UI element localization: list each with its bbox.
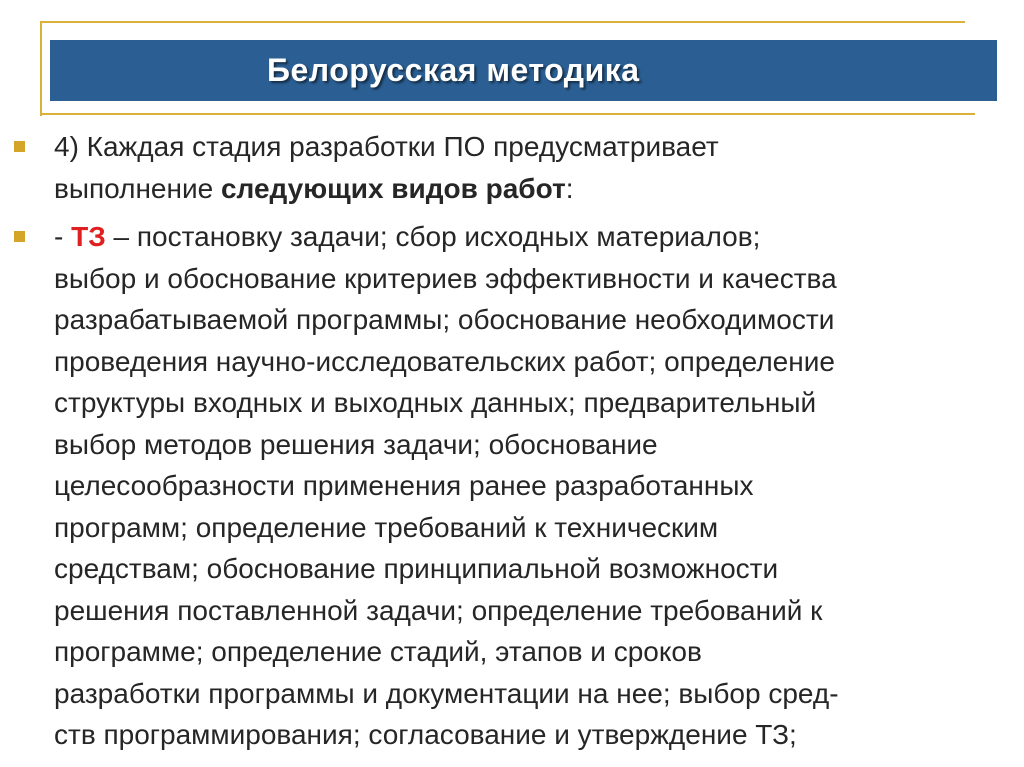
slide-body	[54, 126, 1016, 756]
slide-title: Белорусская методика	[267, 52, 640, 88]
bullet-item-1	[54, 126, 1016, 209]
tz-highlight: ТЗ	[71, 221, 106, 252]
bullet-2-line: целесообразности применения ранее разработанных	[54, 470, 754, 501]
decorative-bottom-line	[40, 113, 975, 115]
bullet-2-line: средствам; обоснование принципиальной возможности	[54, 553, 779, 584]
bullet-2-line: программе; определение стадий, этапов и сроков	[54, 636, 702, 667]
decorative-top-line	[40, 21, 965, 23]
bullet-1-line-2-prefix: выполнение	[54, 172, 221, 204]
bullet-1-line-2	[54, 168, 1016, 210]
bullet-2-line: проведения научно-исследовательских работ; определение	[54, 345, 835, 377]
bullet-item-2	[54, 216, 1016, 756]
bullet-1-line-1: 4) Каждая стадия разработки ПО предусматривает	[54, 131, 719, 162]
bullet-2-line: разработки программы и документации на нее; выбор сред-	[54, 677, 839, 709]
bullet-2-line: структуры входных и выходных данных; предварительный	[54, 387, 817, 418]
bullet-2-first-line-rest: – постановку задачи; сбор исходных материалов;	[105, 221, 761, 252]
bullet-2-line: разрабатываемой программы; обоснование необходимости	[54, 304, 835, 335]
bullet-2-line: выбор и обоснование критериев эффективности и качества	[54, 262, 837, 294]
bullet-1-bold-phrase: следующих видов работ	[220, 172, 566, 204]
decorative-vertical-line	[40, 21, 42, 116]
bullet-2-line: ств программирования; согласование и утверждение ТЗ;	[54, 719, 797, 750]
bullet-2-line-1	[54, 216, 1016, 258]
bullet-2-line: решения поставленной задачи; определение требований к	[54, 594, 823, 626]
square-bullet-icon	[14, 231, 25, 242]
bullet-2-line: программ; определение требований к техническим	[54, 511, 719, 543]
title-bar	[50, 40, 997, 101]
bullet-2-prefix: -	[54, 221, 72, 252]
square-bullet-icon	[14, 141, 25, 152]
bullet-1-line-2-suffix: :	[565, 172, 574, 204]
bullet-2-line: выбор методов решения задачи; обоснование	[54, 428, 658, 460]
